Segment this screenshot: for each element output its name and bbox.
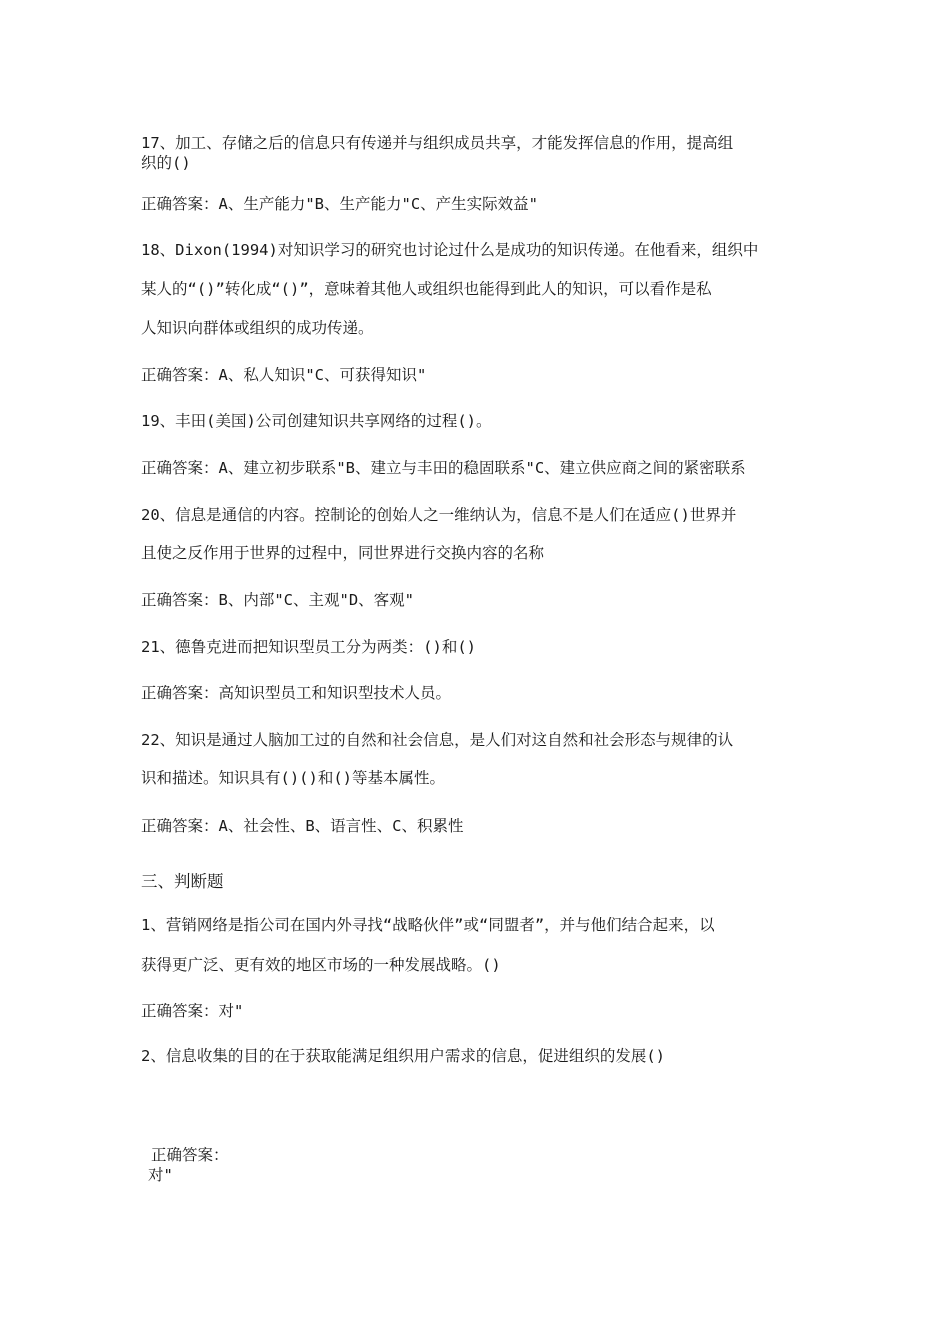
q18-answer: 正确答案：A、私人知识"C、可获得知识" xyxy=(141,366,427,384)
q22-text-line2: 识和描述。知识具有()()和()等基本属性。 xyxy=(141,769,445,787)
q17-text-line2: 织的() xyxy=(141,154,191,172)
q17-answer: 正确答案：A、生产能力"B、生产能力"C、产生实际效益" xyxy=(141,195,538,213)
q19-text-line1: 19、丰田(美国)公司创建知识共享网络的过程()。 xyxy=(141,412,492,430)
q18-text-line1: 18、Dixon(1994)对知识学习的研究也讨论过什么是成功的知识传递。在他看来，组织中 xyxy=(141,241,759,259)
j1-text-line1: 1、营销网络是指公司在国内外寻找“战略伙伴”或“同盟者”，并与他们结合起来，以 xyxy=(141,916,715,934)
j2-answer-value: 对" xyxy=(148,1166,173,1184)
q22-text-line1: 22、知识是通过人脑加工过的自然和社会信息，是人们对这自然和社会形态与规律的认 xyxy=(141,731,734,749)
j2-text-line1: 2、信息收集的目的在于获取能满足组织用户需求的信息，促进组织的发展() xyxy=(141,1047,665,1065)
q20-text-line2: 且使之反作用于世界的过程中，同世界进行交换内容的名称 xyxy=(141,544,545,562)
q22-answer: 正确答案：A、社会性、B、语言性、C、积累性 xyxy=(141,817,464,835)
q20-text-line1: 20、信息是通信的内容。控制论的创始人之一维纳认为，信息不是人们在适应()世界并 xyxy=(141,506,737,524)
q18-text-line3: 人知识向群体或组织的成功传递。 xyxy=(141,319,374,337)
j1-answer: 正确答案：对" xyxy=(141,1002,244,1020)
q21-answer: 正确答案：高知识型员工和知识型技术人员。 xyxy=(141,684,452,702)
j1-text-line2: 获得更广泛、更有效的地区市场的一种发展战略。() xyxy=(141,956,501,974)
q19-answer: 正确答案：A、建立初步联系"B、建立与丰田的稳固联系"C、建立供应商之间的紧密联系 xyxy=(141,459,746,477)
q17-text-line1: 17、加工、存储之后的信息只有传递并与组织成员共享，才能发挥信息的作用，提高组 xyxy=(141,134,734,152)
q18-text-line2: 某人的“()”转化成“()”，意味着其他人或组织也能得到此人的知识，可以看作是私 xyxy=(141,280,712,298)
j2-answer-label: 正确答案： xyxy=(151,1146,229,1164)
section-heading-judgment: 三、判断题 xyxy=(141,872,224,891)
q20-answer: 正确答案：B、内部"C、主观"D、客观" xyxy=(141,591,414,609)
q21-text-line1: 21、德鲁克进而把知识型员工分为两类：()和() xyxy=(141,638,476,656)
